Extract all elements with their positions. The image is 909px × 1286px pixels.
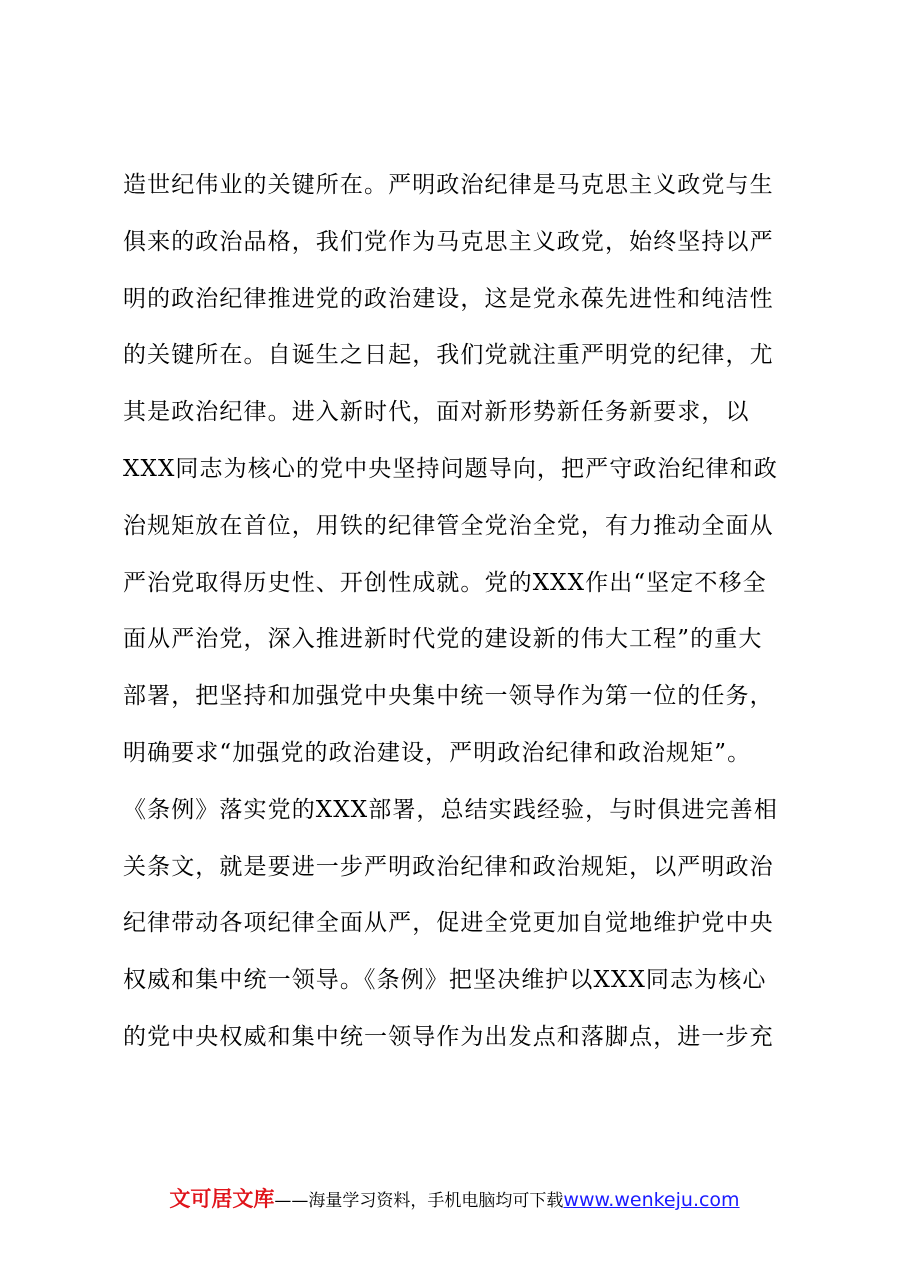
text-line: 其是政治纪律。进入新时代，面对新形势新任务新要求，以 bbox=[123, 399, 750, 426]
text-line: 造世纪伟业的关键所在。严明政治纪律是马克思主义政党与生 bbox=[123, 172, 774, 198]
text-line: 部署，把坚持和加强党中央集中统一领导作为第一位的任务， bbox=[123, 683, 774, 710]
text-line: 治规矩放在首位，用铁的纪律管全党治全党，有力推动全面从 bbox=[123, 512, 774, 539]
footer-brand: 文可居文库 bbox=[169, 1187, 275, 1211]
text-line: 权威和集中统一领导。《条例》把坚决维护以XXX同志为核心 bbox=[123, 967, 767, 994]
text-line: XXX同志为核心的党中央坚持问题导向，把严守政治纪律和政 bbox=[123, 455, 778, 482]
text-line: 严治党取得历史性、开创性成就。党的XXX作出“坚定不移全 bbox=[123, 569, 767, 596]
text-line: 的党中央权威和集中统一领导作为出发点和落脚点，进一步充 bbox=[123, 1023, 774, 1050]
text-line: 的关键所在。自诞生之日起，我们党就注重严明党的纪律，尤 bbox=[123, 342, 774, 369]
page-footer bbox=[0, 1183, 909, 1213]
text-line: 关条文，就是要进一步严明政治纪律和政治规矩，以严明政治 bbox=[123, 853, 774, 880]
body-paragraph bbox=[123, 163, 788, 1072]
text-line: 纪律带动各项纪律全面从严，促进全党更加自觉地维护党中央 bbox=[123, 910, 774, 937]
text-line: 明确要求“加强党的政治建设，严明政治纪律和政治规矩”。 bbox=[123, 739, 752, 766]
text-line: 面从严治党，深入推进新时代党的建设新的伟大工程”的重大 bbox=[123, 626, 763, 653]
footer-site-link[interactable]: www.wenkeju.com bbox=[563, 1189, 740, 1211]
text-line: 明的政治纪律推进党的政治建设，这是党永葆先进性和纯洁性 bbox=[123, 285, 774, 312]
text-line: 俱来的政治品格，我们党作为马克思主义政党，始终坚持以严 bbox=[123, 228, 774, 255]
text-line: 《条例》落实党的XXX部署，总结实践经验，与时俱进完善相 bbox=[123, 796, 778, 823]
footer-tagline: ——海量学习资料，手机电脑均可下载 bbox=[274, 1191, 564, 1211]
